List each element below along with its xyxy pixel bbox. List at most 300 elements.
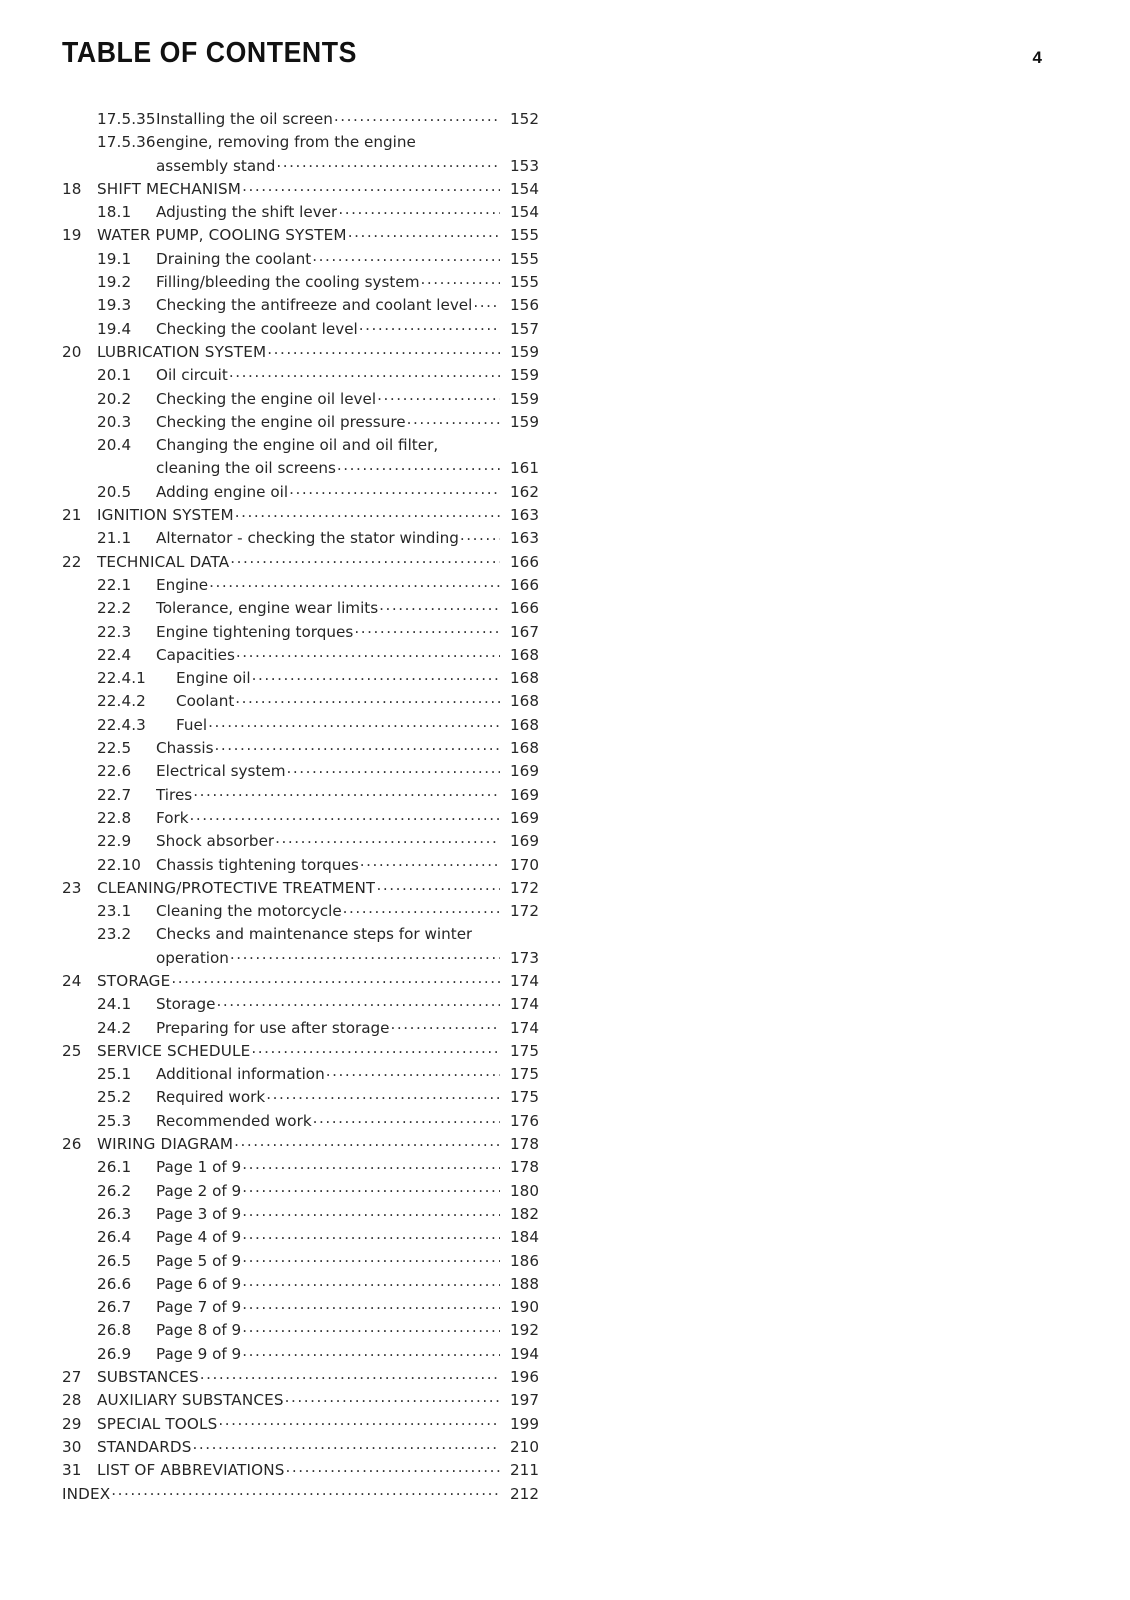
toc-entry-number: 26 [62,1135,82,1154]
toc-entry-label: Checking the antifreeze and coolant level [156,296,473,315]
toc-entry-body [97,1413,556,1436]
toc-entry-label: Draining the coolant [156,249,312,268]
toc-entry-number: 24 [62,971,82,990]
toc-entry-page-number: 175 [510,1088,539,1107]
dot-leader [111,1483,500,1498]
toc-entry-page-number: 182 [510,1204,539,1223]
toc-entry-page-number: 155 [510,273,539,292]
toc-entry-label: WATER PUMP, COOLING SYSTEM [97,226,347,245]
toc-entry-body [156,923,556,946]
toc-entry[interactable] [62,434,556,457]
toc-entry-number: 22.4.3 [97,715,146,734]
toc-entry-number: 20.5 [97,482,132,501]
toc-entry-page-number: 157 [510,319,539,338]
toc-entry-page-number: 186 [510,1251,539,1270]
dot-leader [230,948,500,963]
toc-entry[interactable] [62,714,556,737]
toc-entry[interactable] [62,341,556,364]
toc-entry-page-number: 175 [510,1065,539,1084]
toc-entry-page-number: 172 [510,902,539,921]
toc-entry[interactable] [62,854,556,877]
toc-entry-page-number: 163 [510,506,539,525]
toc-entry-label: engine, removing from the engine [156,133,416,152]
toc-entry-page-number: 212 [510,1484,539,1503]
toc-entry[interactable] [62,667,556,690]
toc-entry-number: 22.1 [97,575,132,594]
toc-entry[interactable] [62,504,556,527]
toc-entry-number: 27 [62,1368,82,1387]
toc-entry-number: 22.9 [97,832,132,851]
toc-entry[interactable] [62,760,556,783]
toc-entry-page-number: 166 [510,552,539,571]
dot-leader [242,1344,500,1359]
dot-leader [230,551,500,566]
toc-entry-number: 19.2 [97,273,132,292]
toc-entry[interactable] [62,108,556,131]
table-of-contents-list [62,108,556,1506]
toc-entry[interactable] [62,1343,556,1366]
toc-entry-body [156,271,556,294]
toc-entry[interactable] [62,1296,556,1319]
toc-entry-body [156,481,556,504]
toc-entry[interactable] [62,224,556,247]
toc-entry-page-number: 174 [510,1018,539,1037]
dot-leader [460,528,500,543]
toc-entry-number: 20.4 [97,436,132,455]
toc-entry[interactable] [62,131,556,154]
toc-entry-page-number: 172 [510,878,539,897]
toc-entry-body [156,294,556,317]
toc-entry-page-number: 174 [510,971,539,990]
toc-entry[interactable] [62,1319,556,1342]
toc-entry-page-number: 155 [510,249,539,268]
toc-entry-page-number: 175 [510,1041,539,1060]
toc-entry-label: Page 1 of 9 [156,1158,242,1177]
toc-entry-body [156,1226,556,1249]
toc-entry-label: Page 8 of 9 [156,1321,242,1340]
toc-entry-number: 26.2 [97,1181,132,1200]
toc-entry[interactable] [62,830,556,853]
toc-entry-body [97,178,556,201]
toc-entry-page-number: 173 [510,948,539,967]
dot-leader [275,831,500,846]
toc-entry-label: Page 7 of 9 [156,1298,242,1317]
toc-entry-number: 19.3 [97,296,132,315]
dot-leader [338,202,500,217]
toc-entry-label: TECHNICAL DATA [97,552,230,571]
toc-entry-number: 22.4 [97,645,132,664]
dot-leader [252,668,500,683]
toc-entry-label: Page 4 of 9 [156,1228,242,1247]
toc-entry-label: Installing the oil screen [156,110,333,128]
dot-leader [215,738,501,753]
toc-entry-body [156,830,556,853]
toc-entry-label: Coolant [176,692,235,711]
toc-entry-number: 17.5.35 [97,110,156,128]
toc-entry-page-number: 162 [510,482,539,501]
dot-leader [289,482,500,497]
toc-entry-number: 20 [62,342,82,361]
toc-entry[interactable] [62,644,556,667]
toc-entry-body [176,690,556,713]
toc-entry-page-number: 169 [510,832,539,851]
toc-entry-label: Storage [156,995,216,1014]
toc-entry-page-number: 167 [510,622,539,641]
toc-entry-body [156,807,556,830]
toc-entry-number: 24.2 [97,1018,132,1037]
dot-leader [242,1157,500,1172]
toc-entry[interactable] [62,737,556,760]
toc-entry[interactable] [62,271,556,294]
toc-entry-body [156,737,556,760]
toc-entry[interactable] [62,947,556,970]
toc-entry-page-number: 152 [510,110,539,128]
toc-entry-body [156,527,556,550]
toc-entry-number: 26.3 [97,1204,132,1223]
toc-entry[interactable] [62,527,556,550]
toc-entry-body [156,1319,556,1342]
dot-leader [286,1460,500,1475]
toc-entry-label: Shock absorber [156,832,275,851]
toc-entry-label: Page 6 of 9 [156,1274,242,1293]
toc-entry-page-number: 161 [510,459,539,478]
toc-entry-label: SHIFT MECHANISM [97,179,242,198]
toc-entry-number: 24.1 [97,995,132,1014]
toc-entry[interactable] [62,621,556,644]
toc-entry[interactable] [62,1483,556,1506]
toc-entry-number: 21.1 [97,529,132,548]
toc-entry-number: 26.1 [97,1158,132,1177]
toc-entry-body [156,1110,556,1133]
toc-entry[interactable] [62,294,556,317]
toc-entry[interactable] [62,364,556,387]
dot-leader [242,1274,500,1289]
toc-entry[interactable] [62,923,556,946]
toc-entry-label: WIRING DIAGRAM [97,1135,234,1154]
dot-leader [200,1367,500,1382]
toc-entry-page-number: 192 [510,1321,539,1340]
toc-entry[interactable] [62,551,556,574]
toc-entry-body [156,1156,556,1179]
toc-entry-label: AUXILIARY SUBSTANCES [97,1391,284,1410]
toc-entry-label: Changing the engine oil and oil filter, [156,436,439,455]
toc-entry[interactable] [62,1180,556,1203]
toc-entry-number: 19.4 [97,319,132,338]
dot-leader [242,1320,500,1335]
toc-entry-body [156,1250,556,1273]
toc-entry-body [156,434,556,457]
toc-entry-number: 31 [62,1461,82,1480]
toc-entry[interactable] [62,457,556,480]
toc-entry[interactable] [62,970,556,993]
toc-entry-number: 25 [62,1041,82,1060]
dot-leader [421,272,500,287]
dot-leader [376,878,500,893]
dot-leader [407,412,500,427]
toc-entry-number: 26.9 [97,1344,132,1363]
dot-leader [242,179,500,194]
toc-entry[interactable] [62,807,556,830]
dot-leader [235,505,500,520]
toc-entry[interactable] [62,597,556,620]
toc-entry-page-number: 168 [510,645,539,664]
toc-entry-page-number: 155 [510,226,539,245]
toc-entry-label: cleaning the oil screens [156,459,336,478]
toc-entry-page-number: 178 [510,1135,539,1154]
toc-entry[interactable] [62,1413,556,1436]
dot-leader [359,318,500,333]
dot-leader [313,1111,500,1126]
toc-entry-body [156,1086,556,1109]
toc-entry[interactable] [62,900,556,923]
toc-entry-label: LUBRICATION SYSTEM [97,342,267,361]
dot-leader [251,1041,500,1056]
toc-entry-body [156,760,556,783]
toc-entry-label: assembly stand [156,156,276,175]
toc-entry-body [97,1133,556,1156]
toc-entry-label: Engine oil [176,669,251,688]
dot-leader [234,1134,500,1149]
toc-entry-label: Additional information [156,1065,325,1084]
toc-entry-page-number: 197 [510,1391,539,1410]
dot-leader [276,155,500,170]
dot-leader [209,575,500,590]
toc-entry-number: 22.7 [97,785,132,804]
toc-entry-label: Page 2 of 9 [156,1181,242,1200]
dot-leader [391,1017,500,1032]
toc-entry-label: operation [156,948,229,967]
toc-entry-label: Preparing for use after storage [156,1018,390,1037]
toc-entry-number: 22.4.2 [97,692,146,711]
dot-leader [287,761,500,776]
toc-entry-page-number: 188 [510,1274,539,1293]
toc-entry-number: 19 [62,226,82,245]
toc-entry-number: 22.8 [97,808,132,827]
toc-entry-body [156,1180,556,1203]
toc-entry-number: 23.1 [97,902,132,921]
toc-entry-body [97,1389,556,1412]
toc-entry-page-number: 174 [510,995,539,1014]
page-title: TABLE OF CONTENTS [62,37,357,69]
toc-entry-page-number: 169 [510,808,539,827]
toc-entry-page-number: 154 [510,179,539,198]
toc-entry[interactable] [62,388,556,411]
toc-entry-body [156,1063,556,1086]
toc-entry[interactable] [62,877,556,900]
toc-entry[interactable] [62,1226,556,1249]
toc-entry-page-number: 168 [510,739,539,758]
toc-entry-number: 20.2 [97,389,132,408]
toc-entry[interactable] [62,1017,556,1040]
toc-entry-label: SUBSTANCES [97,1368,199,1387]
toc-entry[interactable] [62,318,556,341]
toc-entry-page-number: 159 [510,366,539,385]
toc-entry-number: 30 [62,1437,82,1456]
toc-entry-body [156,854,556,877]
dot-leader [208,715,500,730]
dot-leader [473,295,500,310]
toc-entry-number: 22 [62,552,82,571]
dot-leader [190,808,500,823]
toc-entry-body [156,248,556,271]
toc-entry-body [156,993,556,1016]
toc-entry-label: Checks and maintenance steps for winter [156,925,473,944]
toc-entry-label: CLEANING/PROTECTIVE TREATMENT [97,878,376,897]
toc-entry-page-number: 180 [510,1181,539,1200]
toc-entry[interactable] [62,248,556,271]
toc-entry-number: 20.1 [97,366,132,385]
dot-leader [242,1297,500,1312]
toc-entry[interactable] [62,178,556,201]
toc-entry-body [156,155,556,178]
toc-entry-label: Tolerance, engine wear limits [156,599,379,618]
toc-entry-number: 29 [62,1414,82,1433]
toc-entry-body [156,621,556,644]
toc-entry-page-number: 166 [510,575,539,594]
toc-entry-number: 22.3 [97,622,132,641]
toc-entry-number: 28 [62,1391,82,1410]
dot-leader [334,109,500,124]
toc-entry[interactable] [62,1250,556,1273]
toc-entry-number: 17.5.36 [97,133,156,152]
toc-entry-label: Checking the coolant level [156,319,358,338]
toc-entry-body [156,644,556,667]
toc-entry-label: IGNITION SYSTEM [97,506,234,525]
toc-entry[interactable] [62,1086,556,1109]
toc-entry-number: 26.7 [97,1298,132,1317]
toc-entry-number: 26.4 [97,1228,132,1247]
toc-entry-body [156,457,556,480]
toc-entry-body [156,1017,556,1040]
toc-entry-label: Capacities [156,645,235,664]
dot-leader [348,225,500,240]
toc-entry-body [156,388,556,411]
toc-entry-body [176,714,556,737]
toc-entry-body [62,1483,556,1506]
toc-entry-label: SPECIAL TOOLS [97,1414,218,1433]
toc-entry-body [156,597,556,620]
dot-leader [326,1064,500,1079]
toc-entry-number: 18.1 [97,203,132,222]
toc-entry-page-number: 163 [510,529,539,548]
toc-entry-label: STORAGE [97,971,171,990]
dot-leader [360,854,500,869]
toc-entry-body [97,877,556,900]
dot-leader [242,1204,500,1219]
toc-entry-label: Oil circuit [156,366,228,385]
toc-entry-number: 26.8 [97,1321,132,1340]
toc-entry-label: Filling/bleeding the cooling system [156,273,420,292]
dot-leader [229,365,500,380]
toc-entry-page-number: 199 [510,1414,539,1433]
dot-leader [266,1087,500,1102]
toc-entry-label: SERVICE SCHEDULE [97,1041,251,1060]
toc-entry-number: 21 [62,506,82,525]
toc-entry[interactable] [62,1133,556,1156]
toc-entry-body [156,108,556,131]
toc-entry-number: 25.3 [97,1111,132,1130]
toc-entry[interactable] [62,1459,556,1482]
toc-entry[interactable] [62,1273,556,1296]
dot-leader [343,901,500,916]
toc-entry-body [156,1343,556,1366]
toc-entry[interactable] [62,993,556,1016]
toc-entry-body [156,784,556,807]
toc-entry[interactable] [62,1389,556,1412]
toc-entry-number: 25.2 [97,1088,132,1107]
toc-entry-label: Fork [156,808,189,827]
dot-leader [354,621,500,636]
toc-entry[interactable] [62,1110,556,1133]
toc-entry-page-number: 194 [510,1344,539,1363]
toc-entry[interactable] [62,784,556,807]
dot-leader [242,1180,500,1195]
toc-entry-number: 22.2 [97,599,132,618]
toc-entry[interactable] [62,690,556,713]
toc-entry-page-number: 210 [510,1437,539,1456]
toc-entry-number: 26.6 [97,1274,132,1293]
toc-entry-page-number: 153 [510,156,539,175]
toc-entry-page-number: 176 [510,1111,539,1130]
toc-entry-label: Required work [156,1088,266,1107]
toc-entry-body [156,1203,556,1226]
toc-entry-label: Recommended work [156,1111,312,1130]
toc-entry-label: Page 3 of 9 [156,1204,242,1223]
toc-entry-page-number: 169 [510,785,539,804]
toc-entry-page-number: 168 [510,692,539,711]
toc-entry[interactable] [62,1040,556,1063]
toc-entry[interactable] [62,1366,556,1389]
toc-entry-label: Electrical system [156,762,286,781]
toc-entry-number: 20.3 [97,412,132,431]
toc-entry-body [156,201,556,224]
toc-entry[interactable] [62,1063,556,1086]
toc-entry[interactable] [62,574,556,597]
toc-entry-number: 18 [62,179,82,198]
toc-entry[interactable] [62,411,556,434]
toc-entry-number: 22.6 [97,762,132,781]
toc-entry[interactable] [62,1203,556,1226]
toc-entry-label: Alternator - checking the stator winding [156,529,459,548]
dot-leader [312,249,500,264]
toc-entry-label: Tires [156,785,193,804]
toc-entry-page-number: 169 [510,762,539,781]
toc-entry[interactable] [62,201,556,224]
toc-entry-number: 22.10 [97,855,141,874]
dot-leader [236,645,500,660]
toc-entry-body [156,1273,556,1296]
dot-leader [337,458,500,473]
toc-entry-body [97,224,556,247]
toc-entry-body [97,1459,556,1482]
toc-entry-label: Chassis [156,739,214,758]
toc-entry-page-number: 166 [510,599,539,618]
toc-entry[interactable] [62,481,556,504]
toc-entry[interactable] [62,1436,556,1459]
toc-entry-page-number: 156 [510,296,539,315]
toc-entry-number: 22.5 [97,739,132,758]
toc-entry-page-number: 190 [510,1298,539,1317]
toc-entry-body [176,667,556,690]
toc-entry[interactable] [62,1156,556,1179]
toc-entry-body [156,947,556,970]
toc-entry-body [156,1296,556,1319]
toc-entry-page-number: 159 [510,342,539,361]
toc-entry-page-number: 159 [510,412,539,431]
toc-entry-number: 23.2 [97,925,132,944]
toc-entry[interactable] [62,155,556,178]
toc-entry-body [156,364,556,387]
